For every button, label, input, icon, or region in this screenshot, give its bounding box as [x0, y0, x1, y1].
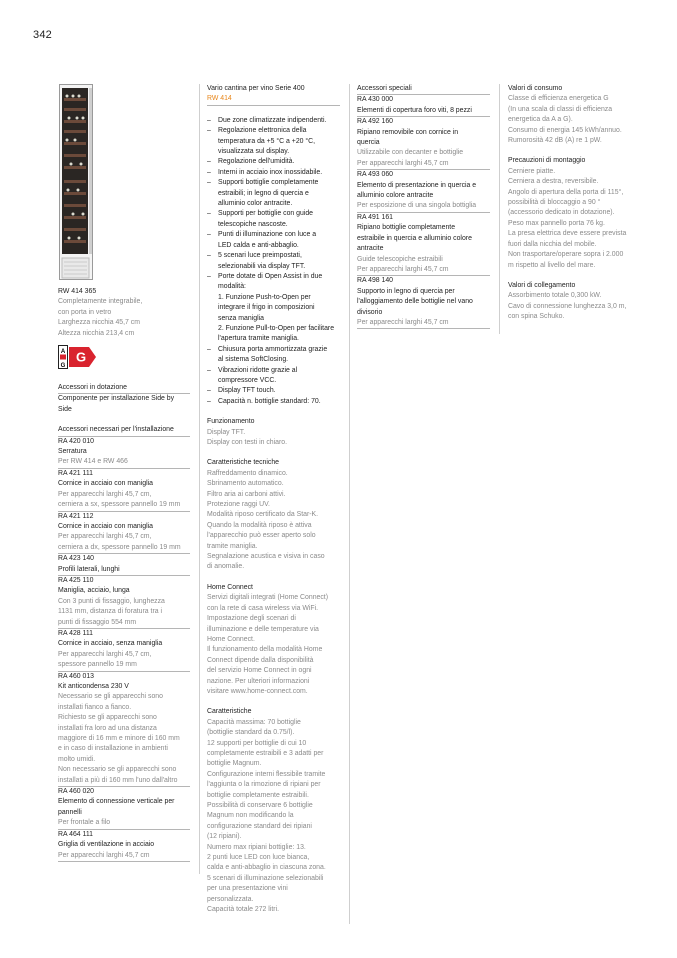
feature-item: – Capacità n. bottiglie standard: 70.: [207, 397, 321, 405]
section-line: Rumorosità 42 dB (A) re 1 pW.: [508, 137, 602, 145]
item-name: quercia: [357, 139, 380, 147]
section-line: Assorbimento totale 0,300 kW.: [508, 292, 602, 300]
item-name: antracite: [357, 245, 384, 253]
section-line: Sbrinamento automatico.: [207, 480, 284, 488]
item-name: Elemento di connessione verticale per: [58, 798, 175, 806]
included-title: Accessori in dotazione: [58, 383, 190, 394]
section-line: Cerniera a destra, reversibile.: [508, 178, 599, 186]
section-line: Il funzionamento della modalità Home: [207, 646, 323, 654]
item-note: cerniera a dx, spessore pannello 19 mm: [58, 543, 190, 554]
product-info-line: Altezza nicchia 213,4 cm: [58, 329, 135, 337]
product-info-line: Larghezza nicchia 45,7 cm: [58, 319, 140, 327]
item-note: Utilizzabile con decanter e bottiglie: [357, 149, 464, 157]
feature-item: – Regolazione elettronica della temperatura da +5 °C a +20 °C, visualizzata sul display.: [207, 127, 316, 156]
section-line: (bottiglie standard da 0.75/l).: [207, 729, 295, 737]
item-note: cerniera a sx, spessore pannello 19 mm: [58, 500, 190, 511]
section-line: l'aggiunta o la rimozione di ripiani per: [207, 781, 321, 789]
wine-cooler-image: [59, 84, 93, 280]
energy-scale-top: A: [60, 349, 66, 356]
product-series-title: Vario cantina per vino Serie 400: [207, 85, 305, 92]
item-note: Non necessario se gli apparecchi sono: [58, 766, 177, 774]
section-line: configurazione standard dei ripiani: [207, 822, 312, 830]
item-note: Richiesto se gli apparecchi sono: [58, 714, 157, 722]
product-info-line: con porta in vetro: [58, 308, 112, 316]
item-name: Cornice in acciaio, senza maniglia: [58, 640, 163, 648]
section-line: Modalità riposo certificato da Star-K.: [207, 511, 319, 519]
included-line: Side: [58, 405, 72, 413]
item-code: RA 423 140: [58, 555, 95, 563]
section-line: con spina Schuko.: [508, 313, 565, 321]
item-code: RA 492 160: [357, 118, 394, 126]
section-line: Home Connect.: [207, 635, 255, 643]
column-product: [58, 84, 190, 862]
item-note: Per apparecchi larghi 45,7 cm: [58, 851, 190, 862]
item-note: Per RW 414 e RW 466: [58, 457, 190, 468]
section-line: del servizio Home Connect in ogni: [207, 667, 312, 675]
section-line: (12 ripiani).: [207, 833, 242, 841]
item-code: RA 420 010: [58, 437, 95, 445]
section-line: Possibilità di conservare 6 bottiglie: [207, 802, 313, 809]
item-name: pannelli: [58, 808, 82, 816]
feature-item: – Supporti per bottiglie con guide telescopiche nascoste.: [207, 210, 314, 228]
section-line: per una presentazione vini: [207, 885, 288, 893]
item-name: Serratura: [58, 448, 87, 456]
energy-scale-bottom: G: [60, 363, 66, 370]
section-line: bottiglie completamente estraibili.: [207, 791, 309, 799]
section-line: Impostazione degli scenari di: [207, 615, 296, 623]
feature-item: – Vibrazioni ridotte grazie al compressore VCC.: [207, 366, 298, 384]
section-line: Filtro aria ai carboni attivi.: [207, 490, 286, 498]
item-note: maggiore di 16 mm e minore di 160 mm: [58, 735, 180, 743]
required-title: Accessori necessari per l'installazione: [58, 425, 190, 436]
section-title: Funzionamento: [207, 418, 255, 426]
section-line: Angolo di apertura della porta di 115°,: [508, 188, 624, 196]
feature-item: – Due zone climatizzate indipendenti.: [207, 116, 327, 124]
feature-item: – Display TFT touch.: [207, 387, 276, 395]
item-code: RA 460 013: [58, 672, 95, 680]
item-note: Per apparecchi larghi 45,7 cm: [357, 159, 490, 170]
item-code: RA 425 110: [58, 576, 94, 584]
product-model: RW 414: [207, 94, 340, 105]
item-note: Per apparecchi larghi 45,7 cm,: [58, 533, 152, 541]
item-name: Cornice in acciaio con maniglia: [58, 522, 153, 530]
feature-item: – Porte dotate di Open Assist in due modalità: 1. Funzione Push-to-Open per integrare il frigo in composizioni senza maniglia 2. Funzione Pull-to-Open per facilitare l'apertura tramite maniglia.: [207, 272, 335, 343]
special-accessories-title: Accessori speciali: [357, 84, 490, 95]
section-line: Numero max ripiani bottiglie: 13.: [207, 843, 306, 851]
energy-class: G: [75, 349, 87, 365]
section-line: visitare www.home-connect.com.: [207, 687, 308, 695]
section-line: Display con testi in chiaro.: [207, 439, 288, 446]
section-line: tramite maniglia.: [207, 542, 258, 550]
section-line: Cerniere piatte.: [508, 167, 556, 175]
section-line: Consumo di energia 145 kWh/annuo.: [508, 126, 622, 134]
section-line: Magnum non modificando la: [207, 812, 294, 820]
item-name: Ripiano bottiglie completamente: [357, 224, 456, 232]
product-code: RW 414 365: [58, 288, 97, 295]
item-note: installati fra loro ad una distanza: [58, 724, 157, 732]
section-line: (accessorio dedicato in dotazione).: [508, 209, 615, 217]
item-name: alluminio colore antracite: [357, 192, 434, 200]
feature-item: – Chiusura porta ammortizzata grazie al sistema SoftClosing.: [207, 345, 328, 364]
section-line: (In una scala di classi di efficienza: [508, 105, 613, 113]
item-note: e in caso di installazione in ambienti: [58, 745, 168, 753]
energy-class-badge: [58, 345, 98, 369]
item-note: installati a più di 160 mm l'uno dall'altro: [58, 776, 190, 787]
item-note: Con 3 punti di fissaggio, lunghezza: [58, 597, 165, 605]
item-code: RA 421 112: [58, 512, 94, 520]
section-line: personalizzata.: [207, 895, 254, 903]
item-note: Per frontale a filo: [58, 818, 190, 829]
section-line: Segnalazione acustica e visiva in caso: [207, 553, 325, 561]
section-title: Precauzioni di montaggio: [508, 157, 586, 165]
section-line: fuori dalla nicchia del mobile.: [508, 240, 597, 248]
item-name: Elementi di copertura foro viti, 8 pezzi: [357, 106, 490, 117]
section-line: 2 punti luce LED con luce bianca,: [207, 854, 310, 862]
item-code: RA 498 140: [357, 277, 394, 285]
column-special-accessories: [357, 84, 490, 329]
item-name: Ripiano removibile con cornice in: [357, 128, 459, 136]
section-line: La presa elettrica deve essere prevista: [508, 230, 627, 238]
item-code: RA 491 161: [357, 213, 394, 221]
product-image: [59, 84, 93, 280]
item-name: l'alloggiamento delle bottiglie nel vano: [357, 298, 473, 306]
section-title: Caratteristiche: [207, 708, 252, 716]
section-title: Valori di collegamento: [508, 281, 576, 289]
section-line: Peso max pannello porta 76 kg.: [508, 219, 605, 227]
feature-item: – Regolazione dell'umidità.: [207, 158, 295, 166]
item-name: Kit anticondensa 230 V: [58, 683, 129, 690]
item-note: punti di fissaggio 554 mm: [58, 618, 190, 629]
column-divider: [199, 84, 200, 874]
section-line: 12 supporti per bottiglie di cui 10: [207, 739, 307, 747]
section-title: Home Connect: [207, 583, 253, 591]
column-divider: [349, 84, 350, 924]
section-line: completamente estraibili e 3 adatti per: [207, 749, 324, 757]
item-name: Elemento di presentazione in quercia e: [357, 181, 477, 189]
item-code: RA 460 020: [58, 788, 95, 796]
section-line: Protezione raggi UV.: [207, 501, 270, 509]
section-line: Capacità massima: 70 bottiglie: [207, 718, 301, 726]
section-line: Display TFT.: [207, 428, 246, 436]
item-code: RA 430 000: [357, 96, 394, 104]
included-line: Componente per installazione Side by: [58, 395, 175, 403]
item-name: Profili laterali, lunghi: [58, 565, 190, 576]
section-title: Valori di consumo: [508, 85, 563, 92]
item-code: RA 421 111: [58, 469, 93, 477]
section-line: Capacità totale 272 litri.: [207, 906, 280, 914]
item-name: Supporto in legno di quercia per: [357, 287, 455, 295]
section-title: Caratteristiche tecniche: [207, 459, 280, 467]
item-name: Maniglia, acciaio, lunga: [58, 587, 130, 595]
feature-item: – 5 scenari luce preimpostati, selezionabili via display TFT.: [207, 252, 306, 270]
item-note: Necessario se gli apparecchi sono: [58, 693, 163, 701]
energy-label: [58, 345, 98, 369]
item-code: RA 493 060: [357, 171, 394, 179]
item-note: Per apparecchi larghi 45,7 cm: [357, 265, 490, 276]
item-code: RA 428 111: [58, 629, 93, 637]
item-note: 1131 mm, distanza di foratura tra i: [58, 608, 163, 616]
column-description: [207, 84, 340, 915]
feature-item: – Supporti bottiglie completamente estraibili; in legno di quercia e alluminio color antracite.: [207, 179, 319, 208]
section-line: Classe di efficienza energetica G: [508, 95, 609, 103]
section-line: Non trasportare/operare sopra i 2.000: [508, 251, 624, 259]
item-name: Cornice in acciaio con maniglia: [58, 480, 153, 488]
item-note: Per apparecchi larghi 45,7 cm,: [58, 650, 152, 658]
feature-item: – Punti di illuminazione con luce a LED calda e anti-abbaglio.: [207, 231, 317, 249]
item-name: estraibile in quercia e alluminio colore: [357, 234, 472, 242]
page-number: 342: [33, 29, 52, 41]
section-line: calda e anti-abbaglio in ciascuna zona.: [207, 864, 326, 872]
section-line: l'apparecchio può esser aperto solo: [207, 532, 316, 540]
section-line: 5 scenari di illuminazione selezionabili: [207, 874, 324, 882]
section-line: Raffreddamento dinamico.: [207, 469, 288, 477]
section-line: con la rete di casa wireless via WiFi.: [207, 604, 319, 612]
section-line: nazione. Per ulteriori informazioni: [207, 677, 310, 685]
section-line: Connect dipende dalla disponibilità: [207, 656, 314, 664]
section-line: possibilità di bloccaggio a 90 °: [508, 199, 601, 207]
item-note: Per apparecchi larghi 45,7 cm,: [58, 490, 152, 498]
section-line: Servizi digitali integrati (Home Connect): [207, 594, 329, 602]
item-note: Guide telescopiche estraibili: [357, 255, 443, 263]
item-note: installati fianco a fianco.: [58, 703, 132, 711]
section-line: energetica da A a G).: [508, 116, 573, 124]
column-divider: [499, 84, 500, 334]
feature-item: – Interni in acciaio inox inossidabile.: [207, 168, 323, 176]
item-note: molto umidi.: [58, 755, 96, 763]
section-line: Quando la modalità riposo è attiva: [207, 521, 312, 529]
section-line: bottiglie Magnum.: [207, 760, 262, 768]
section-line: Cavo di connessione lunghezza 3,0 m,: [508, 302, 627, 310]
item-note: Per apparecchi larghi 45,7 cm: [357, 318, 490, 329]
product-info-line: Completamente integrabile,: [58, 298, 143, 306]
item-name: divisorio: [357, 308, 383, 316]
item-note: Per esposizione di una singola bottiglia: [357, 201, 490, 212]
item-name: Griglia di ventilazione in acciaio: [58, 841, 155, 849]
section-line: di anomalie.: [207, 563, 245, 571]
item-note: spessore pannello 19 mm: [58, 660, 190, 671]
section-line: Configurazione interni flessibile tramite: [207, 770, 326, 778]
item-code: RA 464 111: [58, 830, 93, 838]
section-line: m rispetto al livello del mare.: [508, 261, 596, 269]
column-specs: [508, 84, 638, 323]
section-line: illuminazione e delle temperature via: [207, 625, 319, 633]
